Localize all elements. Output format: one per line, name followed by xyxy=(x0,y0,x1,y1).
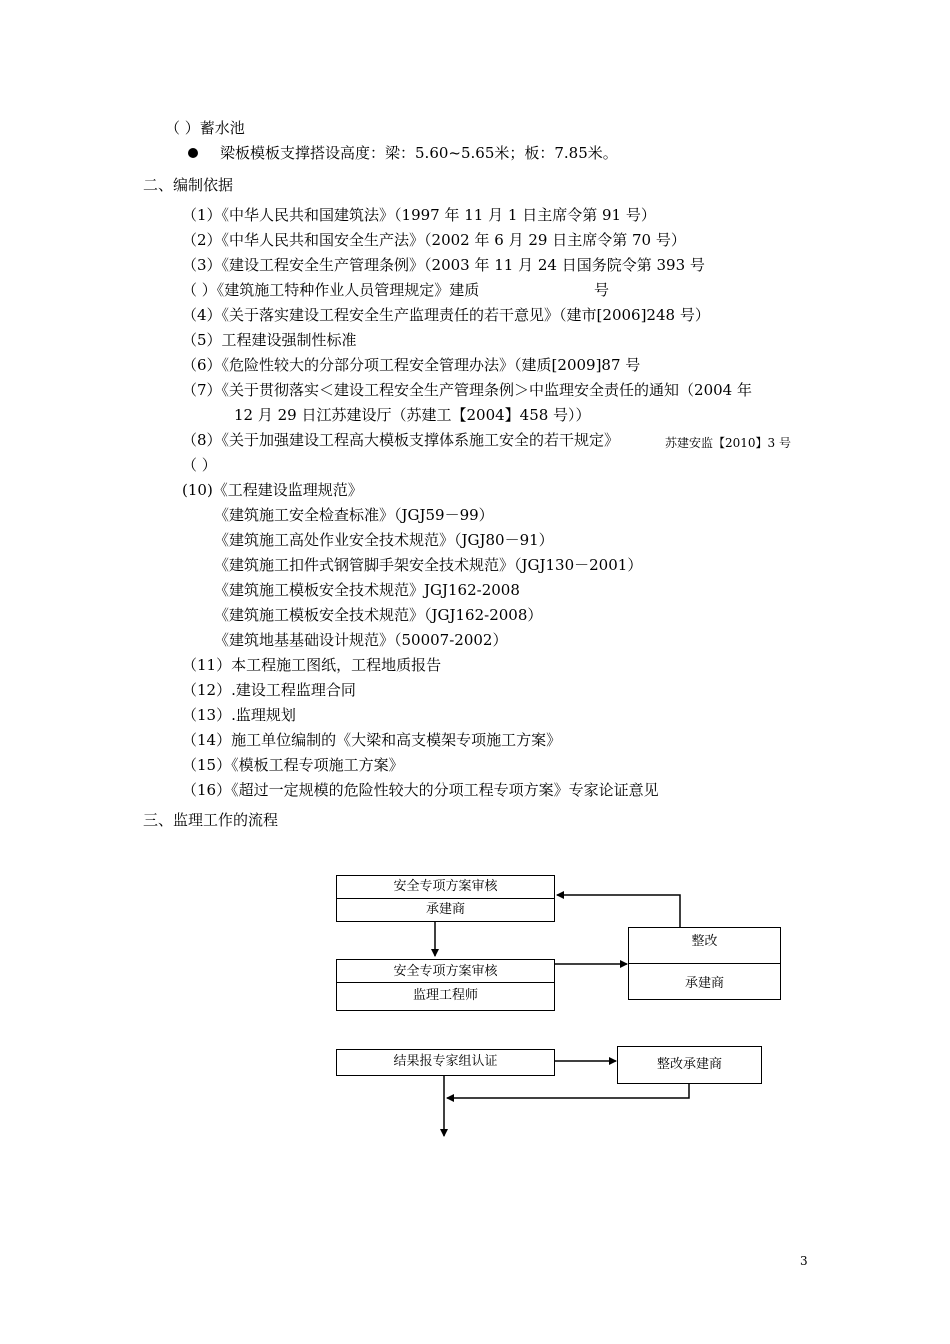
bullet-height-text: 梁板模板支撑搭设高度：梁：5.60~5.65米；板：7.85米。 xyxy=(220,144,618,162)
basis-item-suffix: 号 xyxy=(594,281,610,299)
section3-heading: 三、监理工作的流程 xyxy=(143,811,279,829)
basis-item: （13）.监理规划 xyxy=(182,706,296,724)
basis-item: （ ） xyxy=(182,456,217,474)
flow-box-divider xyxy=(337,898,554,899)
flow-box-rectify xyxy=(628,927,781,1000)
basis-item: （16）《超过一定规模的危险性较大的分项工程专项方案》专家论证意见 xyxy=(182,781,659,799)
flow-box-expert-review xyxy=(336,1049,555,1076)
basis-item: （4）《关于落实建设工程安全生产监理责任的若干意见》（建市[2006]248 号） xyxy=(182,306,710,324)
section2-heading: 二、编制依据 xyxy=(143,176,234,194)
basis-item: （1）《中华人民共和国建筑法》（1997 年 11 月 1 日主席令第 91 号） xyxy=(182,206,656,224)
item-reservoir: （ ）蓄水池 xyxy=(165,119,245,137)
basis-item: (10)《工程建设监理规范》 xyxy=(182,481,363,499)
flow-box-label: 安全专项方案审核 xyxy=(393,879,498,894)
basis-subitem: 《建筑施工模板安全技术规范》（JGJ162-2008） xyxy=(214,606,543,624)
flow-box-label: 安全专项方案审核 xyxy=(393,964,498,979)
basis-item: （14）施工单位编制的《大梁和高支模架专项施工方案》 xyxy=(182,731,562,749)
basis-item-suffix: 苏建安监【2010】3 号 xyxy=(665,436,791,450)
basis-subitem: 《建筑施工模板安全技术规范》JGJ162-2008 xyxy=(214,581,520,599)
basis-subitem: 《建筑施工高处作业安全技术规范》（JGJ80－91） xyxy=(214,531,554,549)
basis-item: （15）《模板工程专项施工方案》 xyxy=(182,756,404,774)
flow-box-label: 整改 xyxy=(691,934,718,949)
basis-item: （3）《建设工程安全生产管理条例》（2003 年 11 月 24 日国务院令第 393 号 xyxy=(182,256,705,274)
arrow-rectify-contractor-return xyxy=(447,1083,689,1098)
flow-box-label: 监理工程师 xyxy=(412,988,478,1003)
basis-item: （6）《危险性较大的分部分项工程安全管理办法》（建质[2009]87 号 xyxy=(182,356,641,374)
basis-item: （12）.建设工程监理合同 xyxy=(182,681,356,699)
flow-box-label: 结果报专家组认证 xyxy=(393,1054,498,1069)
basis-subitem: 《建筑施工安全检查标准》（JGJ59－99） xyxy=(214,506,494,524)
basis-subitem: 《建筑地基基础设计规范》（50007-2002） xyxy=(214,631,508,649)
flow-box-rectify-contractor xyxy=(617,1046,762,1084)
basis-item: （5）工程建设强制性标准 xyxy=(182,331,357,349)
flow-box-label: 承建商 xyxy=(684,976,724,991)
basis-item-continuation: 12 月 29 日江苏建设厅（苏建工【2004】458 号）） xyxy=(234,406,591,424)
page-number: 3 xyxy=(800,1254,808,1268)
flow-box-label: 整改承建商 xyxy=(656,1057,722,1072)
basis-item: （7）《关于贯彻落实＜建设工程安全生产管理条例＞中监理安全责任的通知（2004 年 xyxy=(182,381,752,399)
basis-subitem: 《建筑施工扣件式钢管脚手架安全技术规范》（JGJ130－2001） xyxy=(214,556,643,574)
basis-item: （ ）《建筑施工特种作业人员管理规定》建质 xyxy=(182,281,480,299)
flow-box-divider xyxy=(337,982,554,983)
flow-box-safety-review-contractor xyxy=(336,875,555,922)
basis-item: （11）本工程施工图纸，工程地质报告 xyxy=(182,656,442,674)
basis-item: （8）《关于加强建设工程高大模板支撑体系施工安全的若干规定》 xyxy=(182,431,620,449)
basis-item: （2）《中华人民共和国安全生产法》（2002 年 6 月 29 日主席令第 70 号） xyxy=(182,231,686,249)
flow-box-safety-review-supervisor xyxy=(336,959,555,1011)
flow-box-label: 承建商 xyxy=(425,902,465,917)
flow-box-divider xyxy=(629,963,780,964)
arrow-rectify-to-review xyxy=(557,895,680,927)
